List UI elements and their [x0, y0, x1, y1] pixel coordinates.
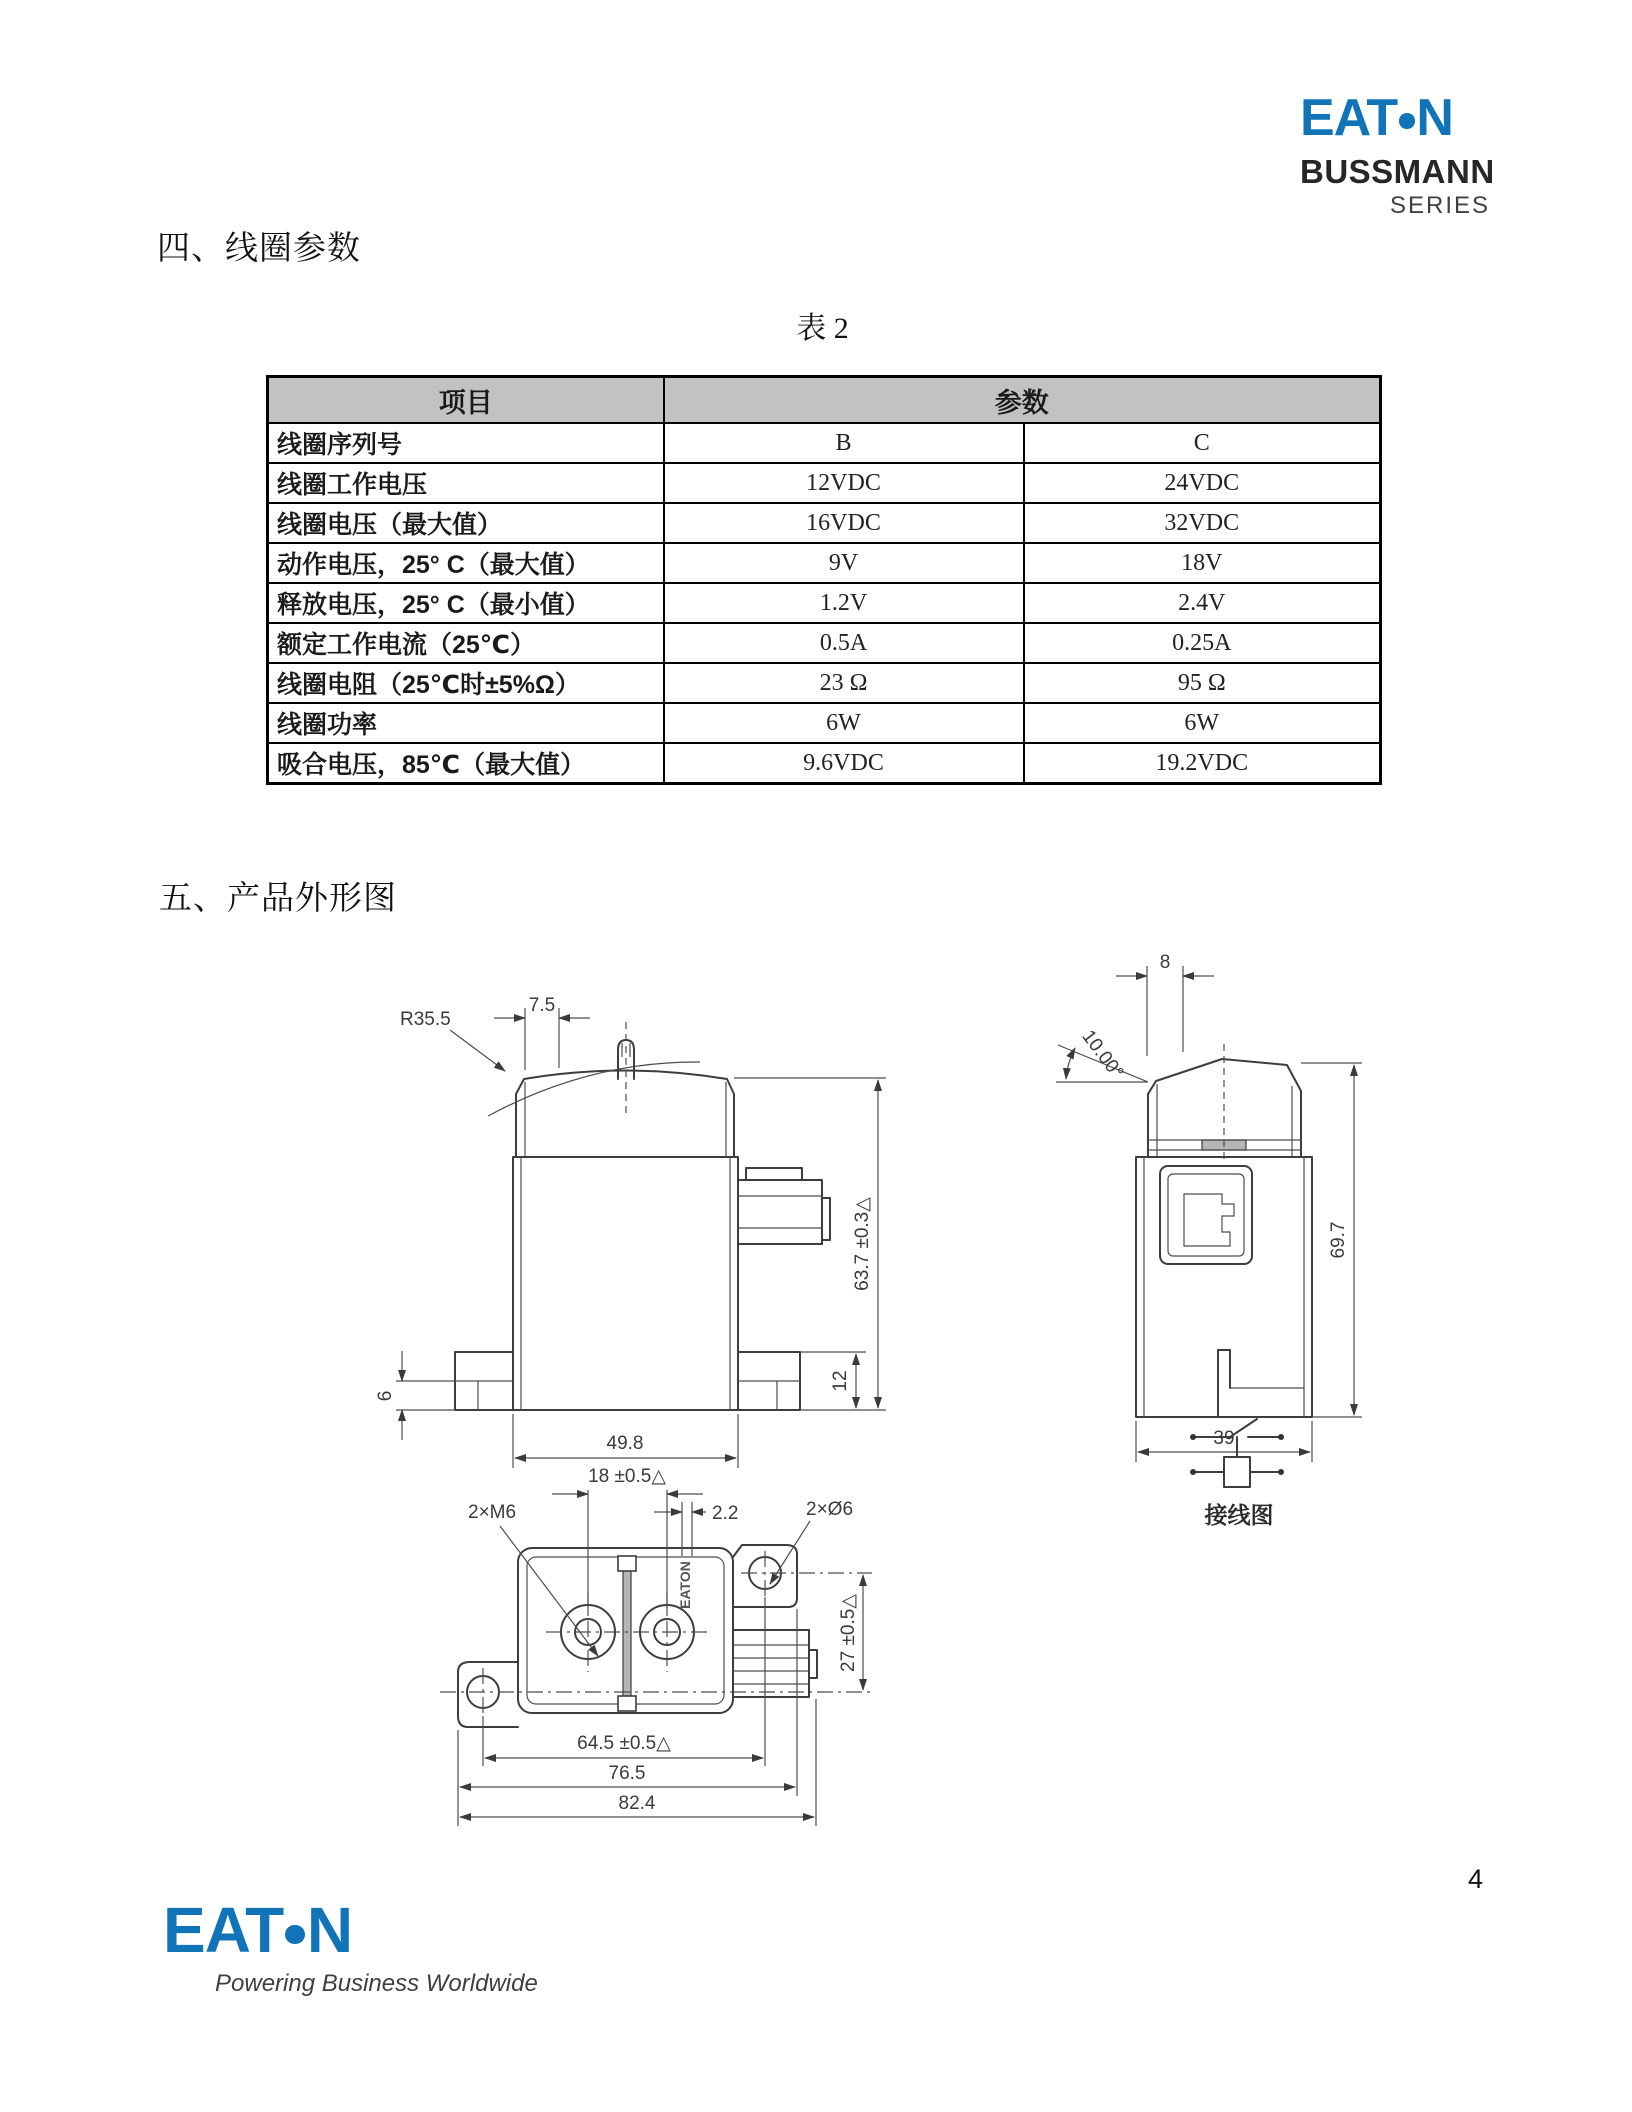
dim-front-height: 63.7 ±0.3△: [852, 1197, 873, 1291]
dim-front-radius: R35.5: [400, 1009, 451, 1030]
dim-bottom-body-width: 76.5: [608, 1763, 646, 1784]
dim-side-height: 69.7: [1328, 1221, 1349, 1259]
front-view: [375, 995, 886, 1468]
value-b: 16VDC: [664, 503, 1024, 543]
row-label: 额定工作电流（25℃）: [268, 623, 664, 663]
eaton-footer-logo: [163, 1894, 538, 1998]
value-c: 95 Ω: [1024, 663, 1381, 703]
row-label: 线圈电压（最大值）: [268, 503, 664, 543]
dim-bottom-mount-hole: 2×Ø6: [806, 1499, 854, 1520]
dim-front-step: 6: [375, 1390, 396, 1402]
header-item: 项目: [268, 377, 664, 424]
row-label: 吸合电压，85℃（最大值）: [268, 743, 664, 784]
eaton-emboss: EATON: [677, 1561, 693, 1609]
value-b: 6W: [664, 703, 1024, 743]
series-wordmark: SERIES: [1389, 192, 1490, 219]
value-c: 18V: [1024, 543, 1381, 583]
dim-bottom-thread: 2×M6: [468, 1502, 517, 1523]
side-view: [1056, 952, 1362, 1462]
dim-side-depth: 39: [1213, 1428, 1235, 1449]
value-b: 9V: [664, 543, 1024, 583]
bussmann-wordmark: BUSSMANN: [1300, 153, 1495, 190]
row-label: 释放电压，25° C（最小值）: [268, 583, 664, 623]
eaton-o-dot-icon: [285, 1925, 304, 1944]
value-b: 12VDC: [664, 463, 1024, 503]
value-c: C: [1024, 423, 1381, 463]
row-label: 线圈序列号: [268, 423, 664, 463]
table-caption: 表 2: [796, 312, 849, 345]
value-c: 0.25A: [1024, 623, 1381, 663]
row-label: 动作电压，25° C（最大值）: [268, 543, 664, 583]
dim-front-flange-height: 12: [830, 1370, 851, 1392]
value-c: 24VDC: [1024, 463, 1381, 503]
dim-front-base-width: 49.8: [606, 1433, 644, 1454]
dim-bottom-hole-offset: 27 ±0.5△: [838, 1594, 859, 1672]
page-number: 4: [1468, 1864, 1484, 1894]
dim-bottom-overall-width: 82.4: [618, 1793, 656, 1814]
bottom-view: [440, 1466, 872, 1826]
wiring-diagram-label: 接线图: [1204, 1502, 1274, 1528]
section-heading-product-outline: 五、产品外形图: [159, 881, 397, 917]
wiring-diagram: [1190, 1419, 1284, 1528]
row-label: 线圈电阻（25℃时±5%Ω）: [268, 663, 664, 703]
value-c: 6W: [1024, 703, 1381, 743]
eaton-tagline: Powering Business Worldwide: [215, 1970, 538, 1997]
value-c: 19.2VDC: [1024, 743, 1381, 784]
dim-bottom-hole-pitch: 18 ±0.5△: [588, 1466, 666, 1487]
value-b: 23 Ω: [664, 663, 1024, 703]
row-label: 线圈工作电压: [268, 463, 664, 503]
eaton-logo: [163, 1894, 538, 1966]
value-b: 1.2V: [664, 583, 1024, 623]
eaton-logo-text-right: N: [1416, 89, 1453, 147]
eaton-logo-text-left: EAT: [163, 1894, 284, 1966]
section-heading-coil-parameters: 四、线圈参数: [157, 231, 361, 267]
dim-front-top-width: 7.5: [528, 995, 556, 1016]
dim-side-angle: 10.00°: [1077, 1026, 1128, 1084]
header-parameter: 参数: [664, 377, 1381, 424]
dim-bottom-slot: 2.2: [712, 1503, 739, 1524]
dim-side-tab-width: 8: [1159, 952, 1171, 973]
value-b: B: [664, 423, 1024, 463]
value-c: 2.4V: [1024, 583, 1381, 623]
value-c: 32VDC: [1024, 503, 1381, 543]
row-label: 线圈功率: [268, 703, 664, 743]
eaton-logo-text-right: N: [306, 1894, 353, 1966]
dim-bottom-mount-pitch: 64.5 ±0.5△: [577, 1733, 671, 1754]
value-b: 9.6VDC: [664, 743, 1024, 784]
value-b: 0.5A: [664, 623, 1024, 663]
eaton-logo-text-left: EAT: [1300, 89, 1398, 147]
